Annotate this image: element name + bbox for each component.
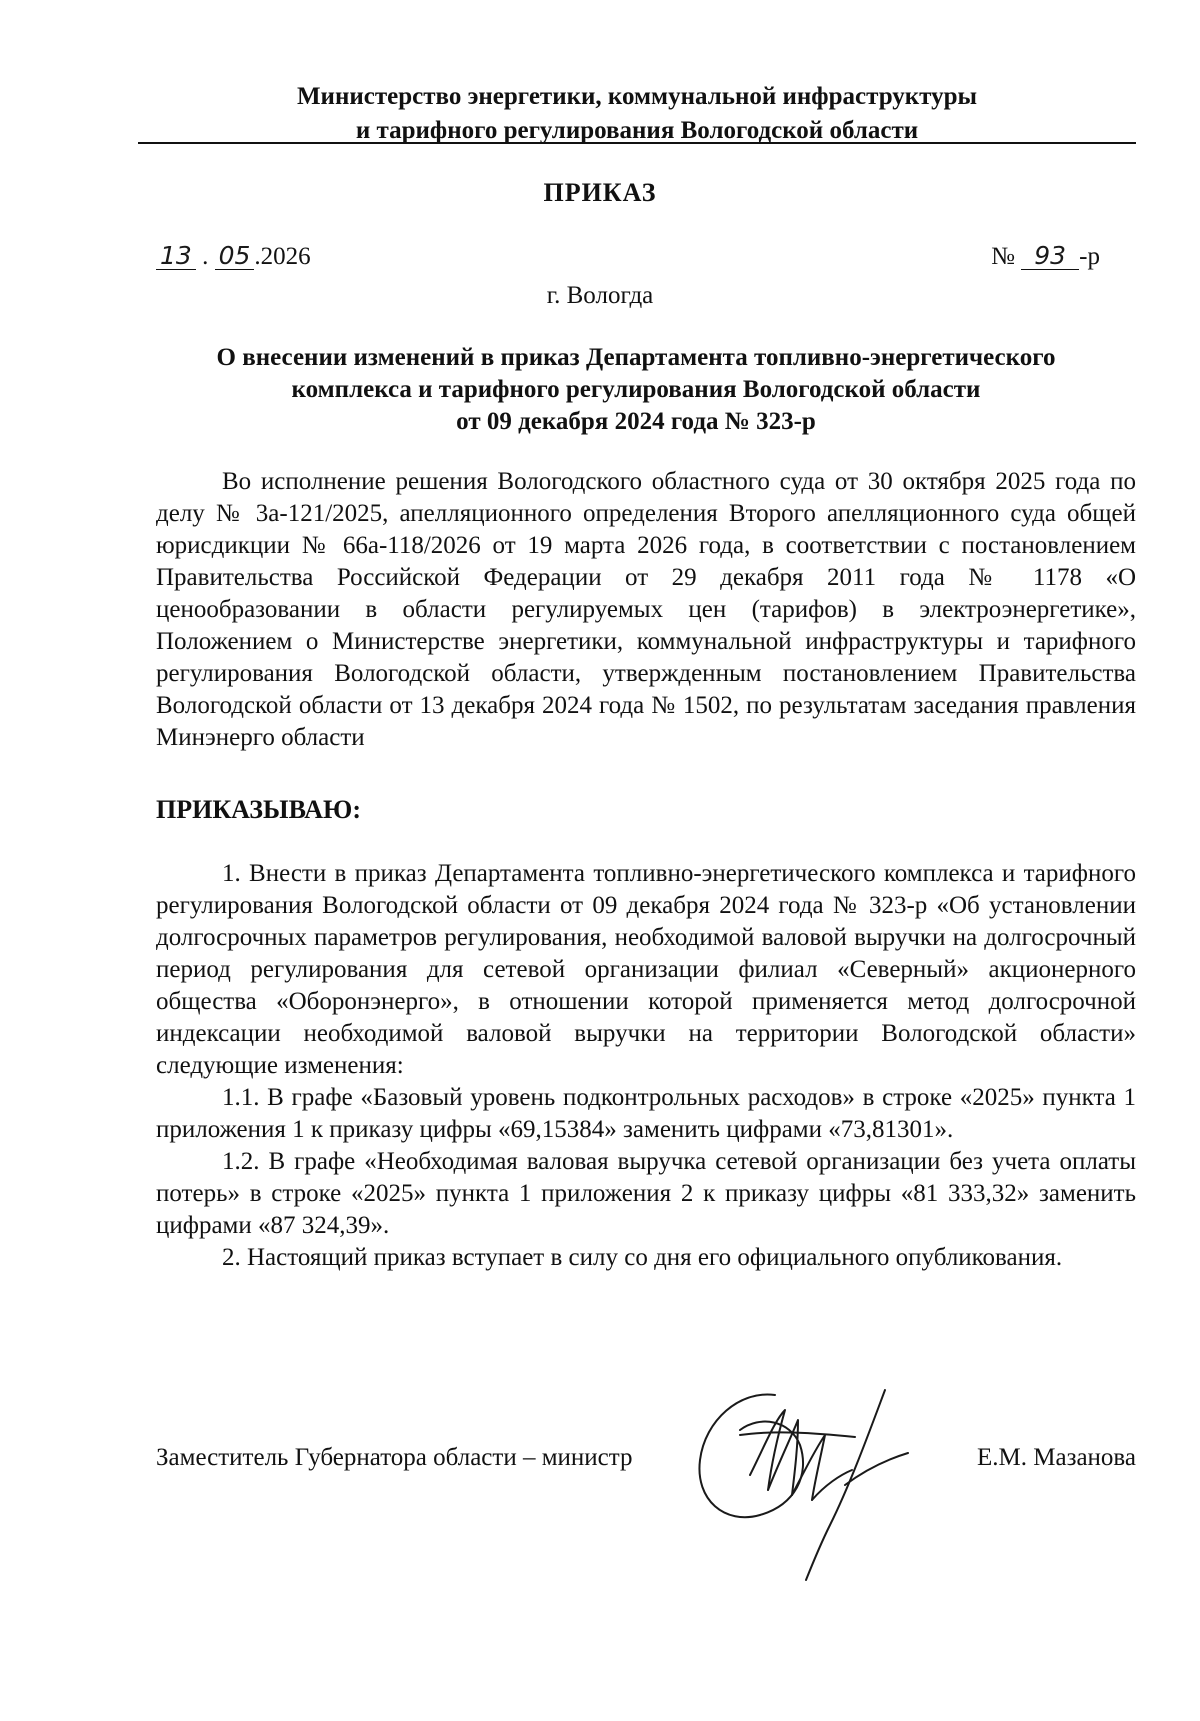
subject-line-1: О внесении изменений в приказ Департамента топливно-энергетического — [216, 344, 1056, 371]
date-month-handwritten: 05 — [215, 243, 255, 270]
document-city: г. Вологда — [546, 282, 654, 309]
number-prefix: № — [991, 243, 1015, 270]
subject-line-3: от 09 декабря 2024 года № 323-р — [456, 408, 816, 435]
order-items — [156, 858, 1136, 1274]
number-suffix: -р — [1079, 243, 1100, 270]
document-subject — [140, 342, 1132, 438]
order-directive: ПРИКАЗЫВАЮ: — [156, 795, 361, 824]
preamble-block — [156, 466, 1136, 754]
item-2: 2. Настоящий приказ вступает в силу со дня его официального опубликования. — [222, 1244, 1063, 1271]
item-1: 1. Внести в приказ Департамента топливно-энергетического комплекса и тарифного регулирования Вологодской области от 09 декабря 2024 года № 323-р «Об установлении долгосрочных параметров регулирования, необходимой валовой выручки на долгосрочный период регулирования для сетевой организации филиал «Северный» акционерного общества «Оборонэнерго», в отношении которой применяется метод долгосрочной индексации необходимой валовой выручки на территории Вологодской области» следующие изменения: — [156, 860, 1136, 1079]
signatory-position: Заместитель Губернатора области – министр — [156, 1444, 633, 1471]
document-date: 13 . 05 .2026 — [156, 243, 311, 271]
ministry-header — [138, 80, 1136, 148]
handwritten-signature — [680, 1375, 940, 1590]
document-number — [991, 243, 1100, 271]
item-1-1: 1.1. В графе «Базовый уровень подконтрольных расходов» в строке «2025» пункта 1 приложения 1 к приказу цифры «69,15384» заменить цифрами «73,81301». — [156, 1084, 1136, 1143]
document-type: ПРИКАЗ — [543, 178, 657, 207]
date-year: .2026 — [254, 243, 311, 270]
signatory-name: Е.М. Мазанова — [977, 1444, 1136, 1471]
item-1-2: 1.2. В графе «Необходимая валовая выручка сетевой организации без учета оплаты потерь» в строке «2025» пункта 1 приложения 2 к приказу цифры «81 333,32» заменить цифрами «87 324,39». — [156, 1148, 1136, 1239]
subject-line-2: комплекса и тарифного регулирования Вологодской области — [291, 376, 981, 403]
number-handwritten: 93 — [1021, 243, 1079, 270]
ministry-line-1: Министерство энергетики, коммунальной инфраструктуры — [296, 83, 978, 110]
ministry-line-2: и тарифного регулирования Вологодской области — [355, 117, 919, 144]
preamble-paragraph: Во исполнение решения Вологодского областного суда от 30 октября 2025 года по делу № 3а-121/2025, апелляционного определения Второго апелляционного суда общей юрисдикции № 66а-118/2026 от 19 марта 2026 года, в соответствии с постановлением Правительства Российской Федерации от 29 декабря 2011 года № 1178 «О ценообразовании в области регулируемых цен (тарифов) в электроэнергетике», Положением о Министерстве энергетики, коммунальной инфраструктуры и тарифного регулирования Вологодской области, утвержденным постановлением Правительства Вологодской области от 13 декабря 2024 года № 1502, по результатам заседания правления Минэнерго области — [156, 468, 1136, 751]
date-day-handwritten: 13 — [156, 243, 196, 270]
header-divider — [138, 142, 1136, 144]
